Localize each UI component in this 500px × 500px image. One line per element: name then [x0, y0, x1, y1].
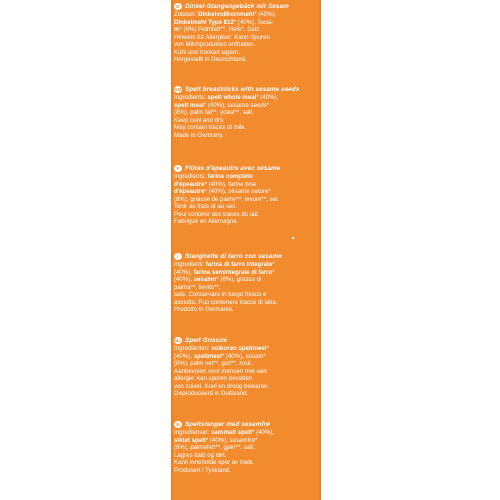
text-line: (8%), palm vet**, gist**, zout. — [174, 360, 253, 367]
text-line: m* (8%) Palmfett**, Hefe*, Salz. — [174, 26, 261, 33]
ingredients-label-panel — [171, 0, 321, 500]
print-mark — [292, 237, 294, 239]
text-line: Ingredienser: sammalt spelt* (40%), — [174, 429, 274, 436]
text-line: (8%), palmefett**, gjær**, salt. — [174, 444, 255, 451]
text-line: Dinkelmehl Type 812* (40%), Sesa- — [174, 18, 274, 26]
language-badge: NL — [174, 337, 182, 343]
text-line: siktet spelt* (40%), sesamfrø* — [174, 436, 258, 444]
text-line: asciutto. Può contenere tracce di latte. — [174, 298, 278, 306]
text-line: Made in Germany. — [174, 131, 224, 139]
text-line: Ingredienti: farina di farro integrale* — [174, 261, 275, 268]
text-line: Zutaten: Dinkelvollkornmehl* (40%), — [174, 11, 277, 18]
text-line: Ingrédients: farine complète — [174, 173, 253, 180]
text-line: d'épeautre* (40%), farine bise — [174, 180, 257, 188]
language-badge: D — [174, 3, 182, 10]
text-line: Peut contenir des traces du lait. — [174, 210, 260, 218]
section-title-text: Spelt Grissini — [185, 336, 227, 344]
text-line: van zuivel. Koel en droog bewaren. — [174, 382, 270, 390]
text-line: (40%), sesamo* (8%), grasso di — [174, 276, 262, 283]
text-line: Aanbevolen voor mensen met een — [174, 367, 267, 375]
text-line: Ingrediënten: volkoren speltmeel* — [174, 345, 269, 352]
text-line: von Milchprodukten enthalten. — [174, 41, 256, 48]
text-line: (8%), graisse de palme**, levure**, sel. — [174, 195, 279, 203]
section-italian — [174, 251, 318, 314]
language-badge: F — [174, 165, 182, 172]
text-line: sale. Conservare in luogo fresco e — [174, 291, 267, 298]
text-line: Prodotto in Germania. — [174, 306, 234, 313]
section-norwegian — [174, 419, 318, 474]
text-line: Ingredients: spelt whole meal* (40%), — [174, 94, 279, 101]
text-line: spelt meal* (40%), sesame seeds* — [174, 101, 270, 109]
section-title — [174, 163, 318, 173]
text-line: Hinweis für Allergiker: Kann Spuren — [174, 33, 270, 41]
text-line: (40%), farina semintegrale di farro* — [174, 268, 275, 276]
section-title — [174, 1, 318, 11]
section-english — [174, 84, 318, 139]
text-line: Produsert i Tyskland. — [174, 466, 231, 474]
text-line: d'épeautre* (40%), sésame nature* — [174, 188, 271, 195]
text-line: (40%), speltmeel* (40%), sesam* — [174, 352, 266, 360]
section-dutch — [174, 335, 318, 398]
section-title-text: Spelt breadsticks with sesame seeds — [185, 85, 300, 93]
section-title-text: Speltstenger med sesamfrø — [185, 420, 271, 428]
language-badge: N — [174, 421, 182, 428]
section-title — [174, 335, 318, 345]
section-french — [174, 163, 318, 226]
section-title — [174, 251, 318, 261]
text-line: Keep cool and dry. — [174, 116, 225, 124]
text-line: Kühl und trocken lagern. — [174, 48, 241, 56]
text-line: Fabriqué en Allemagne. — [174, 218, 239, 225]
text-line: May contain traces of milk. — [174, 124, 247, 131]
text-line: Kann inneholde spor av melk. — [174, 459, 255, 466]
text-line: (8%), palm fat**, yoast**, salt. — [174, 109, 254, 116]
section-title-text: Stanghette di farro con sesamo — [185, 252, 283, 260]
language-badge: I — [174, 253, 182, 260]
section-title — [174, 84, 318, 94]
text-line: Tenir au frais et au sec. — [174, 203, 237, 210]
text-line: Geproduceerd in Duitsland. — [174, 390, 249, 397]
text-line: Hergestellt in Deutschland. — [174, 56, 247, 63]
section-title — [174, 419, 318, 429]
text-line: allergie: kan sporen bevatten — [174, 375, 253, 382]
section-title-text: Flûtes d'épeautre avec sésame — [185, 164, 281, 172]
text-line: Lagres kald og tørt. — [174, 451, 227, 459]
language-badge: GB — [174, 86, 182, 92]
section-german — [174, 1, 318, 64]
section-title-text: Dinkel-Stangengebäck mit Sesam — [185, 2, 289, 10]
text-line: palma**, lievito**, — [174, 283, 221, 291]
